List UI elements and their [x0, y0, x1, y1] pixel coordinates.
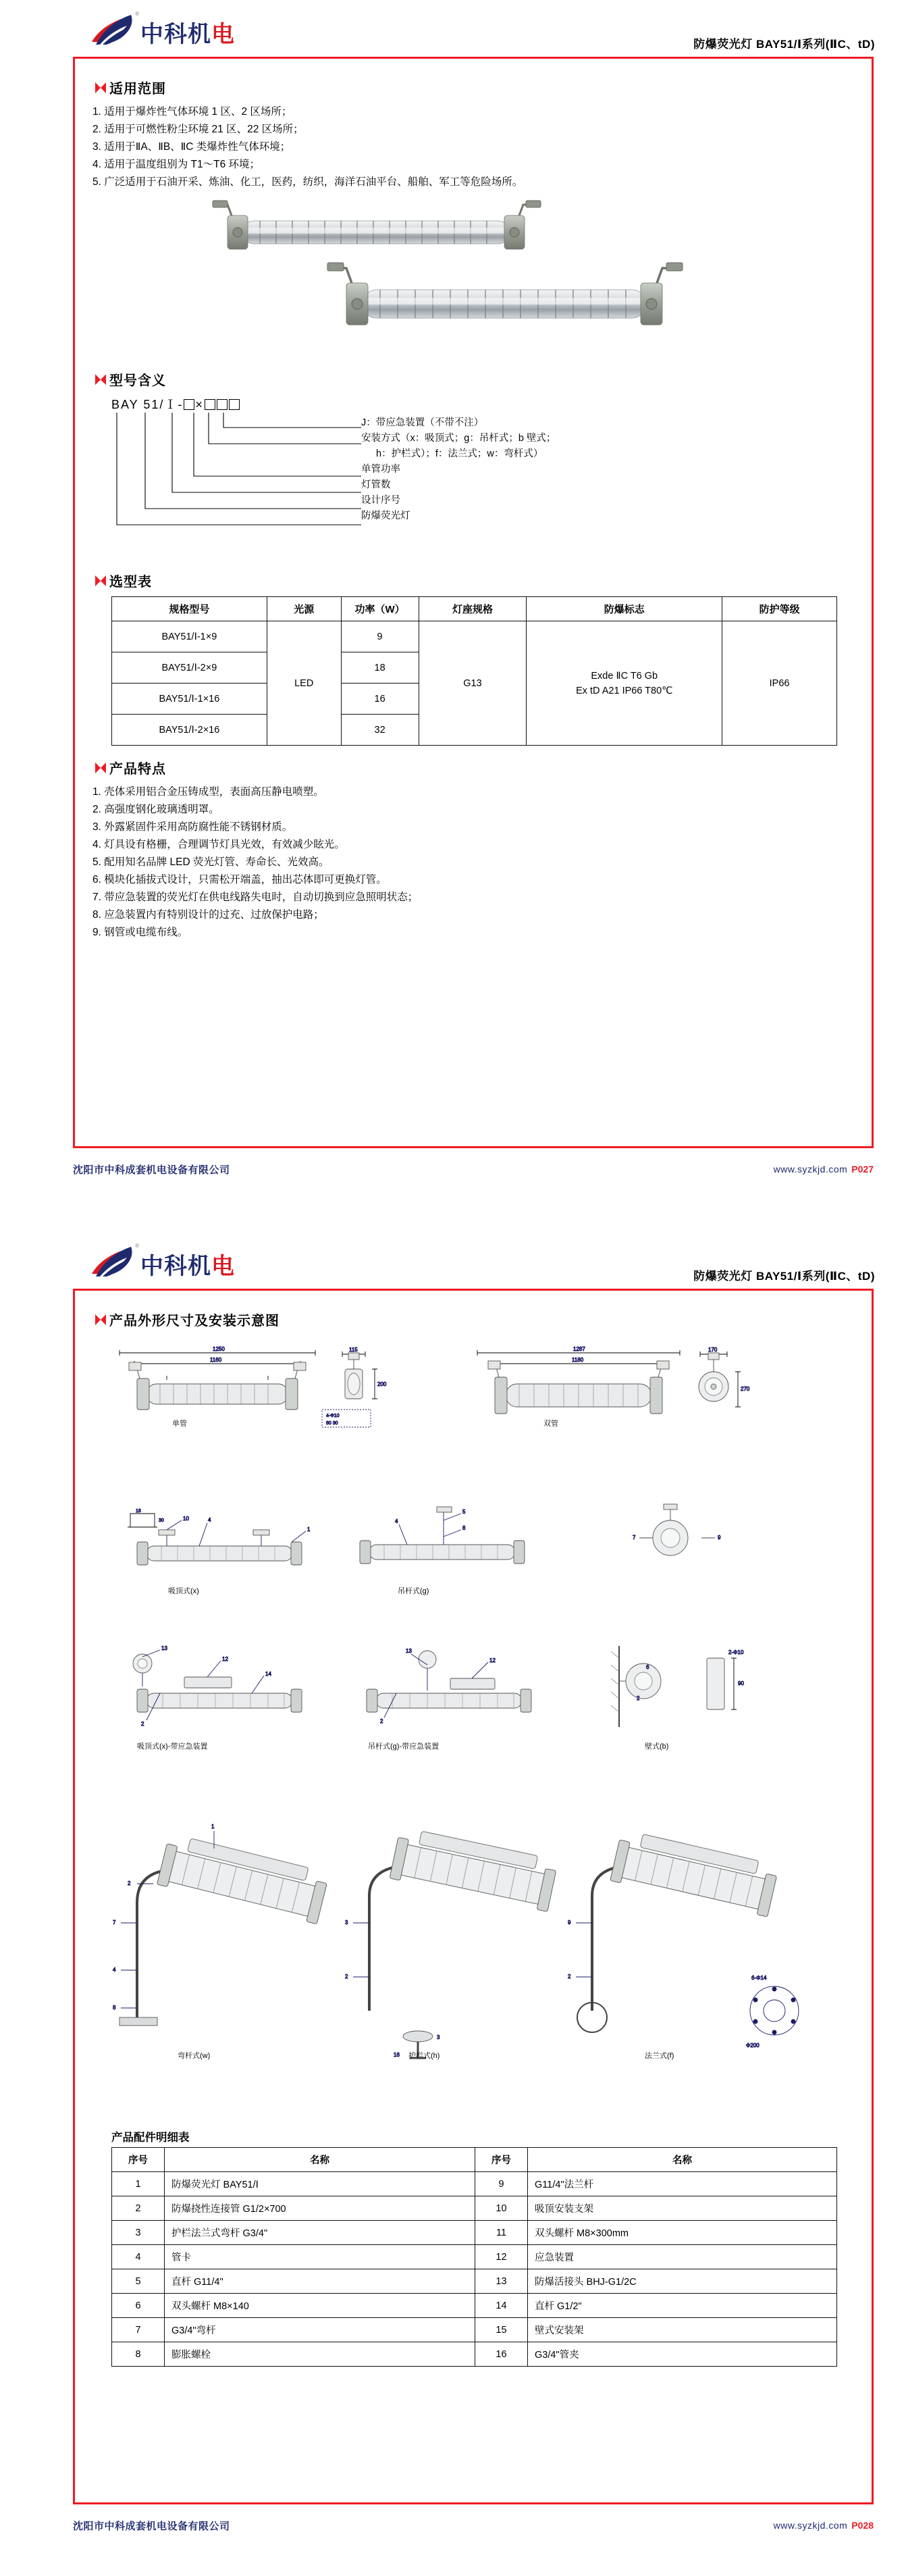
cell-name: 双头螺杆 M8×140 [165, 2294, 475, 2318]
registered-mark: ® [135, 11, 139, 17]
legend-item: h：护栏式）；f：法兰式；w：弯杆式） [376, 448, 543, 459]
content-frame [73, 1289, 874, 2504]
section-heading-drawings [92, 1310, 854, 1329]
svg-text:6-Φ14: 6-Φ14 [751, 1975, 767, 1981]
logo-wordmark [140, 1255, 235, 1278]
cell-no: 16 [475, 2342, 528, 2367]
svg-text:80 30: 80 30 [326, 1421, 338, 1426]
section-title-scope: 适用范围 [109, 82, 166, 97]
col-header-model: 规格型号 [112, 597, 267, 621]
model-leader-lines [92, 395, 376, 557]
cell-no: 10 [475, 2196, 528, 2221]
drawing-caption: 吊杆式(g) [398, 1587, 429, 1595]
cell-name: 直杆 G1/2" [528, 2294, 837, 2318]
cell-no: 9 [475, 2172, 528, 2196]
cell-power: 9 [341, 621, 419, 652]
svg-text:16: 16 [394, 2052, 400, 2058]
footer-right [774, 2520, 874, 2531]
svg-text:115: 115 [349, 1347, 358, 1353]
section-heading-features [92, 758, 854, 777]
cell-model: BAY51/Ⅰ-2×9 [112, 652, 267, 684]
cell-name: 护栏法兰式弯杆 G3/4" [165, 2221, 475, 2245]
svg-text:2-Φ10: 2-Φ10 [728, 1649, 744, 1655]
svg-text:270: 270 [741, 1386, 750, 1392]
svg-text:7: 7 [113, 1920, 116, 1926]
registered-mark: ® [135, 1243, 139, 1249]
drawing-caption: 弯杆式(w) [178, 2052, 211, 2060]
svg-text:30: 30 [159, 1518, 164, 1523]
svg-text:170: 170 [708, 1347, 718, 1353]
page-header [0, 1232, 906, 1287]
drawing-caption: 吸顶式(x) [168, 1587, 199, 1595]
footer-website: www.syzkjd.com [773, 1164, 848, 1175]
legend-item: 防爆荧光灯 [361, 511, 410, 521]
legend-item: 单管功率 [361, 464, 400, 475]
section-title-model: 型号含义 [109, 373, 166, 388]
list-item: 4. 灯具设有格栅，合理调节灯具光效，有效减少眩光。 [92, 839, 345, 850]
cell-name: 应急装置 [528, 2245, 837, 2269]
svg-text:5: 5 [462, 1509, 466, 1515]
product-photo-double-lamp [315, 259, 693, 343]
svg-text:2: 2 [380, 1718, 383, 1724]
list-item: 6. 模块化插拔式设计，只需松开端盖，抽出芯体即可更换灯管。 [92, 874, 387, 885]
svg-text:8: 8 [113, 2005, 116, 2011]
col-header-protection: 防护等级 [722, 597, 837, 621]
svg-text:4: 4 [395, 1518, 398, 1524]
footer-website: www.syzkjd.com [773, 2520, 848, 2531]
logo-wordmark-blue: 中科机 [140, 21, 211, 48]
section-heading-scope [92, 78, 854, 97]
scope-list [92, 103, 854, 191]
diamond-bullet-icon [95, 763, 106, 773]
mark-line-2: Ex tD A21 IP66 T80℃ [576, 685, 673, 696]
drawing-caption: 吊杆式(g)-带应急装置 [368, 1743, 439, 1751]
col-header-socket: 灯座规格 [419, 597, 527, 621]
dimension-drawings [92, 1335, 854, 2112]
table-row [112, 2196, 837, 2221]
col-header-name-2: 名称 [528, 2148, 837, 2172]
list-item: 7. 带应急装置的荧光灯在供电线路失电时，自动切换到应急照明状态； [92, 892, 419, 903]
table-header-row [112, 2148, 837, 2172]
list-item: 3. 外露紧固件采用高防腐性能不锈钢材质。 [92, 821, 293, 833]
col-header-source: 光源 [267, 597, 341, 621]
cell-no: 7 [112, 2318, 165, 2342]
col-header-no-2: 序号 [475, 2148, 528, 2172]
cell-no: 2 [112, 2196, 165, 2221]
cell-protection: IP66 [722, 621, 837, 746]
table-row [112, 2269, 837, 2294]
table-row [112, 2245, 837, 2269]
selection-table [111, 596, 837, 746]
cell-power: 16 [341, 684, 419, 715]
parts-table [111, 2147, 837, 2367]
cell-name: G3/4"管夹 [528, 2342, 837, 2367]
cell-power: 18 [341, 652, 419, 684]
diamond-bullet-icon [95, 374, 106, 385]
product-photo-group [92, 194, 854, 363]
cell-model: BAY51/Ⅰ-1×16 [112, 684, 267, 715]
svg-text:9: 9 [568, 1920, 571, 1926]
section-heading-spec [92, 571, 854, 590]
diamond-bullet-icon [95, 1314, 106, 1325]
table-row [112, 2294, 837, 2318]
cell-name: 双头螺杆 M8×300mm [528, 2221, 837, 2245]
svg-text:4-Φ10: 4-Φ10 [326, 1414, 340, 1418]
cell-power: 32 [341, 715, 419, 746]
cell-name: G3/4"弯杆 [165, 2318, 475, 2342]
svg-text:4: 4 [113, 1967, 116, 1973]
svg-text:2: 2 [128, 1880, 131, 1886]
footer-company-name: 沈阳市中科成套机电设备有限公司 [73, 2520, 230, 2532]
svg-text:2: 2 [141, 1721, 144, 1727]
installation-diagrams-svg [92, 1335, 818, 2112]
model-legend [361, 415, 556, 524]
catalog-page-1 [0, 0, 906, 1222]
svg-text:3: 3 [437, 2034, 440, 2040]
list-item: 2. 高强度钢化玻璃透明罩。 [92, 804, 219, 815]
list-item: 5. 广泛适用于石油开采、炼油、化工，医药，纺织，海洋石油平台、船舶、军工等危险场所。 [92, 176, 523, 188]
page-footer [73, 1159, 874, 1179]
list-item: 4. 适用于温度组别为 T1～T6 环境； [92, 159, 261, 170]
footer-company-name: 沈阳市中科成套机电设备有限公司 [73, 1164, 230, 1176]
svg-text:12: 12 [222, 1656, 228, 1662]
cell-name: 膨胀螺栓 [165, 2342, 475, 2367]
svg-text:2: 2 [637, 1695, 640, 1701]
cell-no: 1 [112, 2172, 165, 2196]
cell-source: LED [267, 621, 341, 746]
page-footer [73, 2515, 874, 2535]
drawing-caption: 法兰式(f) [645, 2052, 674, 2060]
svg-text:2: 2 [345, 1974, 348, 1980]
cell-name: G11/4"法兰杆 [528, 2172, 837, 2196]
cell-name: 防爆挠性连接管 G1/2×700 [165, 2196, 475, 2221]
svg-text:14: 14 [265, 1671, 271, 1677]
parts-table-title: 产品配件明细表 [111, 2132, 190, 2144]
svg-text:1: 1 [307, 1526, 311, 1532]
cell-name: 直杆 G11/4" [165, 2269, 475, 2294]
legend-item: 灯管数 [361, 480, 391, 490]
model-code-diagram [92, 395, 854, 564]
cell-no: 4 [112, 2245, 165, 2269]
content-frame [73, 57, 874, 1148]
drawing-caption: 双管 [543, 1420, 558, 1428]
section-heading-model [92, 369, 854, 389]
diamond-bullet-icon [95, 82, 106, 93]
list-item: 5. 配用知名品牌 LED 荧光灯管、寿命长、光效高。 [92, 856, 329, 868]
svg-text:4: 4 [208, 1517, 211, 1523]
cell-no: 14 [475, 2294, 528, 2318]
section-title-features: 产品特点 [109, 762, 166, 777]
svg-text:Φ200: Φ200 [746, 2042, 760, 2049]
legend-item: 设计序号 [361, 495, 400, 506]
svg-text:13: 13 [406, 1648, 412, 1654]
table-row [112, 621, 837, 652]
company-logo [86, 12, 235, 46]
footer-page-number: P027 [851, 1164, 874, 1175]
model-code-times: × [195, 398, 204, 411]
cell-no: 8 [112, 2342, 165, 2367]
col-header-power: 功率（W） [341, 597, 419, 621]
col-header-no-1: 序号 [112, 2148, 165, 2172]
diamond-bullet-icon [95, 575, 106, 586]
cell-name: 防爆荧光灯 BAY51/Ⅰ [165, 2172, 475, 2196]
table-header-row [112, 597, 837, 621]
section-title-drawings: 产品外形尺寸及安装示意图 [109, 1314, 279, 1329]
cell-socket: G13 [419, 621, 527, 746]
cell-model: BAY51/Ⅰ-2×16 [112, 715, 267, 746]
cell-no: 11 [475, 2221, 528, 2245]
logo-mark-icon [86, 1243, 139, 1278]
table-row [112, 2172, 837, 2196]
cell-no: 12 [475, 2245, 528, 2269]
legend-item: 安装方式（x：吸顶式；g：吊杆式；b 壁式； [361, 433, 556, 444]
company-logo [86, 1244, 235, 1278]
svg-text:10: 10 [183, 1516, 189, 1522]
cell-no: 3 [112, 2221, 165, 2245]
cell-name: 管卡 [165, 2245, 475, 2269]
table-row [112, 2318, 837, 2342]
svg-text:18: 18 [136, 1509, 141, 1514]
svg-text:1: 1 [211, 1824, 215, 1830]
logo-wordmark [140, 23, 235, 46]
drawing-caption: 吸顶式(x)-带应急装置 [137, 1743, 208, 1751]
table-row [112, 2342, 837, 2367]
col-header-mark: 防爆标志 [527, 597, 722, 621]
cell-no: 6 [112, 2294, 165, 2318]
logo-wordmark-red: 电 [211, 21, 235, 48]
cell-explosion-mark [527, 621, 722, 746]
cell-name: 壁式安装架 [528, 2318, 837, 2342]
svg-text:90: 90 [738, 1680, 744, 1686]
page-title: 防爆荧光灯 BAY51/Ⅰ系列(ⅡC、tD) [693, 1270, 875, 1283]
list-item: 1. 适用于爆炸性气体环境 1 区、2 区场所； [92, 106, 292, 118]
features-list [92, 783, 854, 942]
svg-text:12: 12 [489, 1657, 496, 1664]
footer-right [774, 1164, 874, 1175]
svg-text:1180: 1180 [572, 1357, 584, 1363]
cell-no: 13 [475, 2269, 528, 2294]
cell-name: 防爆活接头 BHJ-G1/2C [528, 2269, 837, 2294]
page-title: 防爆荧光灯 BAY51/Ⅰ系列(ⅡC、tD) [693, 38, 875, 51]
mark-line-1: Exde ⅡC T6 Gb [591, 670, 658, 681]
drawing-caption: 护栏式(h) [408, 2052, 440, 2060]
catalog-page-2 [0, 1232, 906, 2576]
svg-text:9: 9 [718, 1535, 721, 1541]
table-row [112, 2221, 837, 2245]
list-item: 3. 适用于ⅡA、ⅡB、ⅡC 类爆炸性气体环境； [92, 141, 291, 153]
svg-text:8: 8 [462, 1525, 466, 1531]
legend-item: J：带应急装置（不带不注） [361, 417, 484, 428]
drawing-caption: 壁式(b) [645, 1743, 669, 1751]
svg-text:7: 7 [633, 1535, 636, 1541]
drawing-caption: 单管 [172, 1420, 187, 1428]
logo-wordmark-blue: 中科机 [140, 1253, 211, 1280]
list-item: 9. 钢管或电缆布线。 [92, 927, 188, 938]
page-header [0, 0, 906, 55]
svg-text:1250: 1250 [213, 1346, 225, 1352]
cell-no: 15 [475, 2318, 528, 2342]
cell-name: 吸顶安装支架 [528, 2196, 837, 2221]
svg-text:200: 200 [377, 1381, 387, 1387]
col-header-name-1: 名称 [165, 2148, 475, 2172]
logo-mark-icon [86, 11, 139, 46]
svg-text:1287: 1287 [573, 1346, 585, 1352]
svg-text:3: 3 [345, 1920, 348, 1926]
section-title-spec: 选型表 [109, 575, 152, 590]
list-item: 2. 适用于可燃性粉尘环境 21 区、22 区场所； [92, 124, 304, 135]
model-code-prefix: BAY 51/Ⅰ- [111, 398, 184, 411]
svg-text:6: 6 [646, 1664, 649, 1670]
svg-text:1160: 1160 [210, 1357, 222, 1363]
logo-wordmark-red: 电 [211, 1253, 235, 1280]
cell-model: BAY51/Ⅰ-1×9 [112, 621, 267, 652]
svg-text:2: 2 [568, 1974, 571, 1980]
svg-text:13: 13 [161, 1645, 167, 1651]
list-item: 8. 应急装置内有特别设计的过充、过放保护电路； [92, 909, 324, 921]
footer-page-number: P028 [851, 2520, 874, 2531]
list-item: 1. 壳体采用铝合金压铸成型，表面高压静电喷塑。 [92, 786, 324, 798]
cell-no: 5 [112, 2269, 165, 2294]
